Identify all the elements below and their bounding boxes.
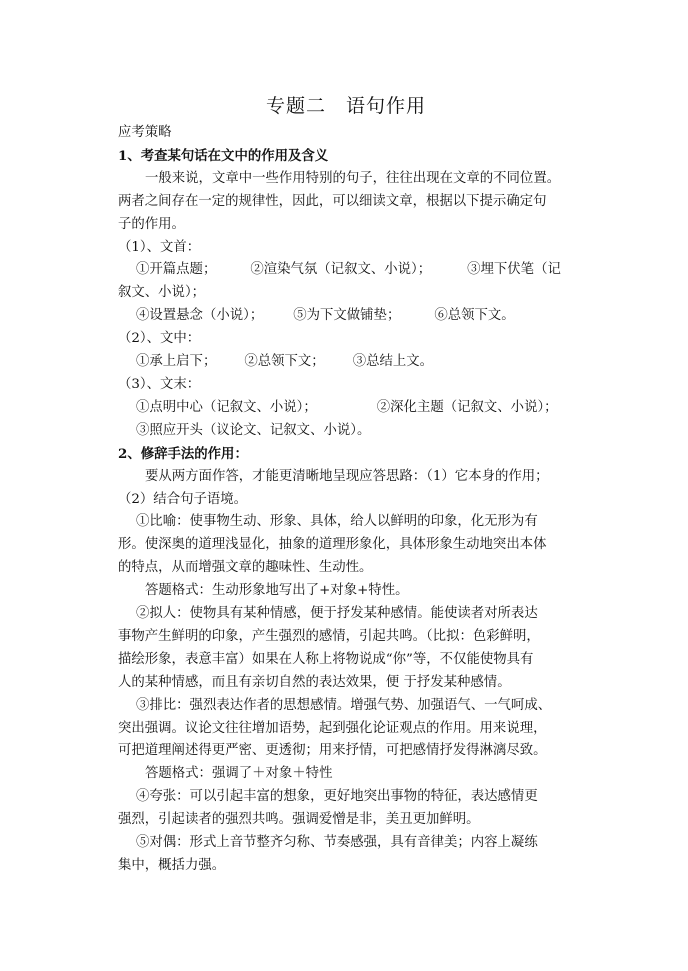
list-item: ①承上启下； xyxy=(136,354,217,370)
paragraph-line: 可把道理阐述得更严密、更透彻；用来抒情，可把感情抒发得淋漓尽致。 xyxy=(118,743,547,759)
list-item: ⑤为下文做铺垫； xyxy=(293,308,401,324)
page-title: 专题二 语句作用 xyxy=(265,95,426,117)
list-item: ②渲染气氛（记叙文、小说）； xyxy=(250,262,432,278)
paragraph-line: 要从两方面作答，才能更清晰地呈现应答思路：（1）它本身的作用； xyxy=(145,468,549,484)
document-page xyxy=(118,92,574,878)
list-line xyxy=(118,351,574,374)
list-line xyxy=(118,397,574,420)
paragraph-line: 强烈，引起读者的强烈共鸣。强调爱憎是非，美丑更加鲜明。 xyxy=(118,812,480,828)
paragraph-line: ④夸张：可以引起丰富的想象，更好地突出事物的特征，表达感情更 xyxy=(136,789,538,805)
heading-1: 1、考查某句话在文中的作用及含义 xyxy=(118,147,329,164)
paragraph-line: 描绘形象，表意丰富）如果在人称上将物说成“你”等，不仅能使物具有 xyxy=(118,651,534,667)
list-item: ②深化主题（记叙文、小说）； xyxy=(376,399,558,415)
paragraph-line: 子的作用。 xyxy=(118,216,185,232)
paragraph-line: ②拟人：使物具有某种情感，便于抒发某种感情。能使读者对所表达 xyxy=(136,606,538,622)
paragraph-line: 形。使深奥的道理浅显化，抽象的道理形象化，具体形象生动地突出本体 xyxy=(118,537,547,553)
paragraph-line: ①比喻：使事物生动、形象、具体，给人以鲜明的印象，化无形为有 xyxy=(136,514,538,530)
list-item: ①点明中心（记叙文、小说）； xyxy=(136,399,317,415)
paragraph-line: ③排比：强烈表达作者的思想感情。增强气势、加强语气、一气呵成、 xyxy=(136,697,552,713)
list-line: ③照应开头（议论文、记叙文、小说）。 xyxy=(136,422,371,438)
subsection-label: （3）、文末： xyxy=(118,376,201,392)
paragraph-line: 的特点，从而增强文章的趣味性、生动性。 xyxy=(118,560,373,576)
paragraph-line: （2）结合句子语境。 xyxy=(118,491,248,507)
section-heading: 应考策略 xyxy=(118,125,172,140)
paragraph-line: 事物产生鲜明的印象，产生强烈的感情，引起共鸣。（比拟：色彩鲜明， xyxy=(118,628,540,644)
subsection-label: （1）、文首： xyxy=(118,239,201,255)
list-item: ③埋下伏笔（记 xyxy=(467,262,561,278)
list-item: ②总领下文； xyxy=(244,354,325,370)
list-item: ④设置悬念（小说）； xyxy=(136,308,264,324)
list-line xyxy=(118,259,574,282)
paragraph-line: ⑤对偶：形式上音节整齐匀称、节奏感强，具有音律美；内容上凝练 xyxy=(136,835,538,851)
subsection-label: （2）、文中： xyxy=(118,331,201,347)
paragraph-line: 突出强调。议论文往往增加语势，起到强化论证观点的作用。用来说理， xyxy=(118,720,547,736)
paragraph-line: 两者之间存在一定的规律性，因此，可以细读文章，根据以下提示确定句 xyxy=(118,193,547,209)
list-item: ①开篇点题； xyxy=(136,262,217,278)
list-item: ③总结上文。 xyxy=(352,354,434,370)
answer-format: 答题格式：生动形象地写出了+对象+特性。 xyxy=(145,583,409,599)
paragraph-line: 一般来说，文章中一些作用特别的句子，往往出现在文章的不同位置。 xyxy=(145,170,561,186)
answer-format: 答题格式：强调了＋对象＋特性 xyxy=(145,766,333,782)
heading-2: 2、修辞手法的作用： xyxy=(118,445,248,462)
paragraph-line: 人的某种情感，而且有亲切自然的表达效果，便 于抒发某种感情。 xyxy=(118,674,511,690)
list-line xyxy=(118,305,574,328)
paragraph-line: 集中，概括力强。 xyxy=(118,858,226,873)
list-line: 叙文、小说）； xyxy=(118,285,206,301)
list-item: ⑥总领下文。 xyxy=(434,308,515,324)
